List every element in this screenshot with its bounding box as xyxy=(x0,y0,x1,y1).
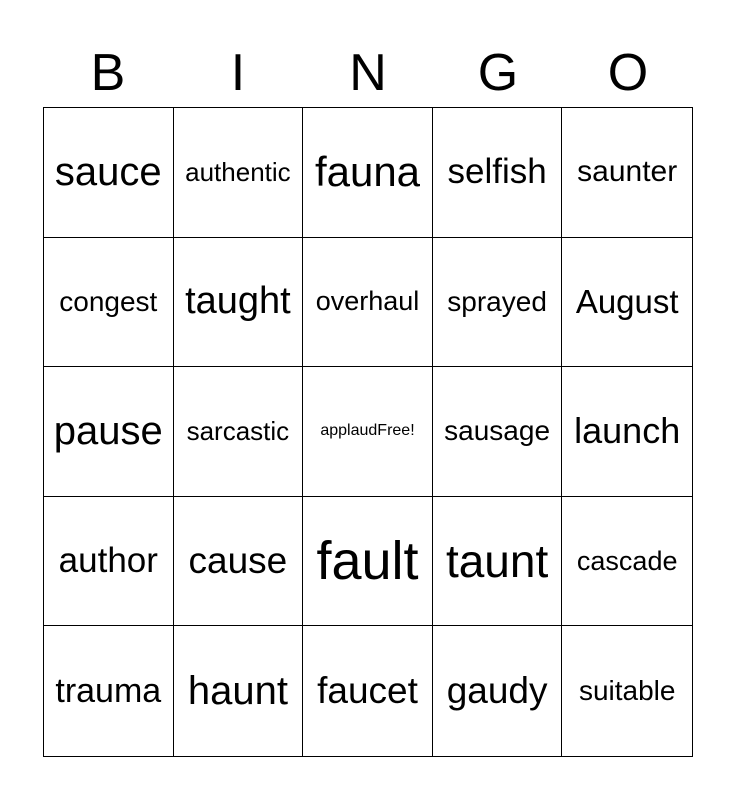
bingo-cell[interactable]: trauma xyxy=(44,626,174,756)
bingo-cell[interactable]: author xyxy=(44,497,174,627)
bingo-cell[interactable]: authentic xyxy=(174,108,304,238)
header-letter-g: G xyxy=(477,44,519,102)
bingo-cell[interactable]: overhaul xyxy=(303,238,433,368)
bingo-cell[interactable]: fault xyxy=(303,497,433,627)
bingo-cell[interactable]: fauna xyxy=(303,108,433,238)
header-letter-b: B xyxy=(90,44,126,102)
header-letter-o: O xyxy=(607,44,649,102)
bingo-cell[interactable]: taught xyxy=(174,238,304,368)
bingo-cell[interactable]: cause xyxy=(174,497,304,627)
bingo-cell[interactable]: gaudy xyxy=(433,626,563,756)
bingo-cell[interactable]: congest xyxy=(44,238,174,368)
bingo-cell[interactable]: launch xyxy=(562,367,692,497)
bingo-cell[interactable]: sauce xyxy=(44,108,174,238)
bingo-cell[interactable]: sarcastic xyxy=(174,367,304,497)
bingo-cell[interactable]: cascade xyxy=(562,497,692,627)
bingo-cell[interactable]: sausage xyxy=(433,367,563,497)
bingo-cell[interactable]: August xyxy=(562,238,692,368)
header-letter-i: I xyxy=(230,44,246,102)
bingo-cell[interactable]: faucet xyxy=(303,626,433,756)
bingo-header xyxy=(43,40,693,106)
bingo-board xyxy=(43,107,693,757)
bingo-cell[interactable]: taunt xyxy=(433,497,563,627)
bingo-cell[interactable]: sprayed xyxy=(433,238,563,368)
bingo-cell[interactable]: haunt xyxy=(174,626,304,756)
bingo-cell[interactable]: suitable xyxy=(578,675,676,707)
bingo-cell[interactable]: saunter xyxy=(562,108,692,238)
bingo-cell[interactable]: pause xyxy=(44,367,174,497)
bingo-cell free-space[interactable]: applaudFree! xyxy=(303,367,433,497)
bingo-cell[interactable]: selfish xyxy=(433,108,563,238)
header-letter-n: N xyxy=(349,44,387,102)
